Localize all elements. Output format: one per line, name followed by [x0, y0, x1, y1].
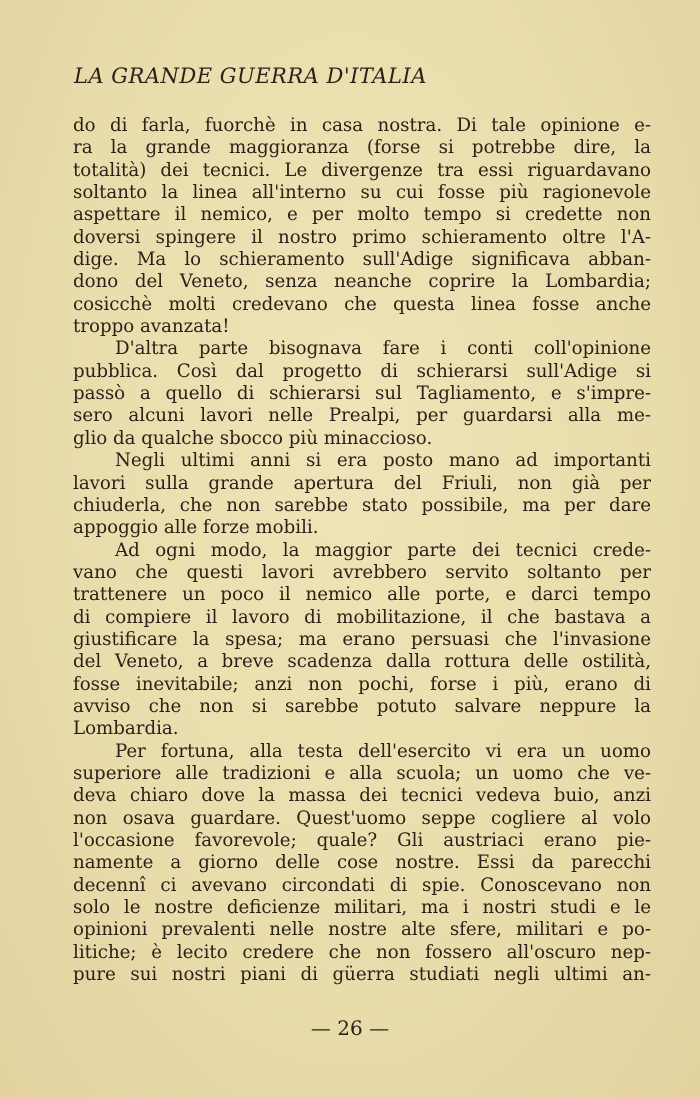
- text-line: trattenere un poco il nemico alle porte, e darci tempo: [73, 584, 651, 606]
- text-line: doversi spingere il nostro primo schieramento oltre l'A-: [73, 226, 651, 248]
- text-line: opinioni prevalenti nelle nostre alte sfere, militari e po-: [73, 919, 651, 941]
- text-line: dige. Ma lo schieramento sull'Adige significava abban-: [73, 249, 651, 271]
- text-line: do di farla, fuorchè in casa nostra. Di tale opinione e-: [73, 115, 651, 136]
- text-line: Negli ultimi anni si era posto mano ad importanti: [115, 450, 651, 472]
- page-number: — 26 —: [310, 1016, 390, 1040]
- text-line: lavori sulla grande apertura del Friuli, non già per: [73, 472, 651, 494]
- text-line: superiore alle tradizioni e alla scuola; un uomo che ve-: [73, 762, 651, 784]
- text-line: Per fortuna, alla testa dell'esercito vi era un uomo: [115, 740, 651, 762]
- body-text: [73, 115, 651, 986]
- text-line: appoggio alle forze mobili.: [73, 517, 319, 539]
- text-line: Ad ogni modo, la maggior parte dei tecnici crede-: [115, 539, 651, 561]
- text-line: ra la grande maggioranza (forse si potrebbe dire, la: [73, 137, 651, 159]
- text-line: D'altra parte bisognava fare i conti coll'opinione: [115, 338, 651, 360]
- text-line: Lombardia.: [73, 718, 179, 740]
- text-line: cosicchè molti credevano che questa linea fosse anche: [73, 293, 651, 315]
- text-line: decennî ci avevano circondati di spie. Conoscevano non: [73, 874, 651, 896]
- text-line: giustificare la spesa; ma erano persuasi che l'invasione: [73, 628, 651, 650]
- text-line: pubblica. Così dal progetto di schierarsi sull'Adige si: [73, 360, 651, 382]
- text-line: vano che questi lavori avrebbero servito soltanto per: [73, 561, 651, 583]
- text-line: l'occasione favorevole; quale? Gli austriaci erano pie-: [73, 830, 651, 851]
- text-line: pure sui nostri piani di güerra studiati negli ultimi an-: [73, 964, 651, 986]
- text-line: dono del Veneto, senza neanche coprire la Lombardia;: [73, 271, 651, 293]
- text-line: passò a quello di schierarsi sul Tagliamento, e s'impre-: [73, 383, 651, 405]
- text-line: solo le nostre deficienze militari, ma i nostri studi e le: [73, 897, 651, 919]
- text-line: deva chiaro dove la massa dei tecnici vedeva buio, anzi: [73, 785, 651, 807]
- text-line: del Veneto, a breve scadenza dalla rottura delle ostilità,: [73, 651, 651, 673]
- text-line: totalità) dei tecnici. Le divergenze tra essi riguardavano: [73, 159, 651, 181]
- text-line: non osava guardare. Quest'uomo seppe cogliere al volo: [73, 807, 651, 829]
- running-head: LA GRANDE GUERRA D'ITALIA: [74, 64, 427, 88]
- text-line: soltanto la linea all'interno su cui fosse più ragionevole: [73, 182, 651, 204]
- text-line: namente a giorno delle cose nostre. Essi da parecchi: [73, 852, 651, 874]
- text-line: glio da qualche sbocco più minaccioso.: [73, 427, 433, 449]
- text-line: litiche; è lecito credere che non fossero all'oscuro nep-: [73, 941, 651, 963]
- text-line: chiuderla, che non sarebbe stato possibile, ma per dare: [73, 494, 651, 516]
- text-line: avviso che non si sarebbe potuto salvare neppure la: [73, 695, 651, 717]
- text-line: sero alcuni lavori nelle Prealpi, per guardarsi alla me-: [73, 405, 651, 427]
- text-line: fosse inevitabile; anzi non pochi, forse i più, erano di: [73, 673, 651, 695]
- text-line: aspettare il nemico, e per molto tempo si credette non: [73, 204, 651, 226]
- text-line: di compiere il lavoro di mobilitazione, il che bastava a: [73, 606, 651, 628]
- text-line: troppo avanzata!: [73, 316, 230, 338]
